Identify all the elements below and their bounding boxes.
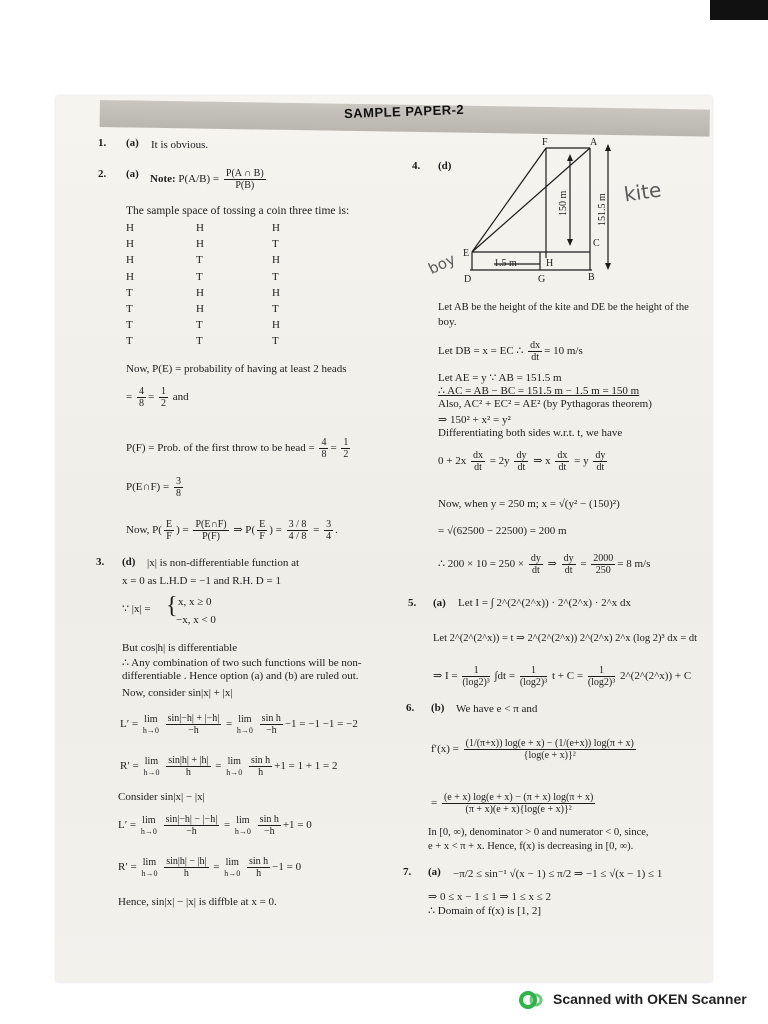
arrow-head-icon	[605, 144, 611, 151]
viewer-corner-shadow	[710, 0, 768, 20]
page-title: SAMPLE PAPER-2	[343, 101, 465, 122]
label-b: B	[588, 272, 595, 283]
handwritten-kite: kite	[622, 177, 663, 207]
q3-conclusion: Hence, sin|x| − |x| is diffble at x = 0.	[118, 896, 277, 908]
q5-line-1: Let I = ∫ 2^(2^(2^x)) · 2^(2^x) · 2^x dx	[458, 597, 632, 609]
answer-option: (a)	[126, 168, 139, 180]
sample-space-cell: T	[272, 303, 279, 315]
viewer-top-bar	[0, 0, 768, 16]
question-number: 7.	[403, 866, 412, 878]
r-prime-sum: R′ = lim h→0 $\frac{\sin|h| + |h|}{h}$ = lim h→0 $\frac{\text{sin h}}{h}$ +1 = 1 + 1 = 2	[120, 755, 338, 778]
label-f: F	[542, 137, 548, 148]
q4-line-6: Also, AC² + EC² = AE² (by Pythagoras theorem)	[438, 398, 652, 410]
q6-line-2: In [0, ∞), denominator > 0 and numerator < 0, since,	[428, 827, 649, 838]
sample-space-cell: H	[126, 238, 134, 251]
sample-space-cell: T	[196, 335, 203, 348]
label-151-5m: 151.5 m	[597, 193, 608, 226]
sample-space-cell: T	[196, 270, 203, 283]
q6-line-1: We have e < π and	[456, 703, 538, 715]
q4-differentiation: 0 + 2x $\frac{dx}{dt}$ = 2y $\frac{dy}{dt}$ ⇒ x $\frac{dx}{dt}$ = y $\frac{dy}{dt}$	[438, 450, 606, 473]
sample-space-cell: H	[196, 303, 204, 315]
q4-line-11: = √(62500 − 22500) = 200 m	[438, 525, 567, 537]
sample-space-cell: H	[196, 238, 204, 251]
sample-space-cell: H	[126, 270, 134, 283]
answer-option: (d)	[122, 556, 136, 568]
answer-option: (a)	[433, 597, 446, 609]
q4-line-8: Differentiating both sides w.r.t. t, we have	[438, 427, 623, 439]
kite-diagram	[420, 134, 680, 284]
label-1-5m: 1.5 m	[494, 258, 517, 269]
sample-space-cell: T	[272, 335, 279, 348]
q4-line-1: Let AB be the height of the kite and DE be the height of the	[438, 302, 689, 313]
arrow-head-icon	[605, 263, 611, 270]
sample-space-cell: T	[126, 319, 133, 332]
question-number: 6.	[406, 702, 415, 714]
q5-line-2: Let 2^(2^(2^x)) = t ⇒ 2^(2^(2^x)) 2^(2^x) 2^x (log 2)³ dx = dt	[433, 633, 698, 644]
question-number: 3.	[96, 556, 105, 568]
sample-space-cell: T	[196, 254, 203, 267]
q3-line-2: x = 0 as L.H.D = −1 and R.H. D = 1	[122, 575, 281, 587]
sample-space-cell: T	[196, 319, 203, 332]
arrow-head-icon	[567, 239, 573, 246]
q3-line-7: Consider sin|x| − |x|	[118, 791, 205, 803]
sample-space-cell: T	[126, 286, 133, 299]
answer-text: It is obvious.	[151, 139, 209, 151]
sample-space-cell: T	[272, 238, 279, 251]
q3-line-3: But cos|h| is differentiable	[122, 642, 238, 654]
q4-line-3: Let DB = x = EC ∴ $\frac{dx}{dt}$ = 10 m/s	[438, 340, 583, 363]
scanner-watermark: Scanned with OKEN Scanner	[553, 991, 747, 1007]
handwritten-boy: boy	[425, 250, 459, 278]
q3-line-5: differentiable . Hence option (a) and (b) are ruled out.	[122, 670, 359, 682]
q4-line-4: Let AE = y ∵ AB = 151.5 m	[438, 372, 562, 384]
q3-line-1: |x| is non-differentiable function at	[147, 557, 300, 569]
sample-space-cell: H	[196, 222, 204, 234]
abs-case-2: −x, x < 0	[176, 614, 216, 626]
l-prime-sum: L′ = lim h→0 $\frac{\sin|-h| + |-h|}{-h}$ = lim h→0 $\frac{\text{sin h}}{-h}$ −1 = −1 −1 = −2	[120, 713, 358, 736]
answer-option: (d)	[438, 160, 452, 172]
sample-space-intro: The sample space of tossing a coin three time is:	[126, 205, 350, 217]
answer-option: (a)	[428, 866, 441, 878]
note-label: Note:	[150, 173, 176, 186]
sample-space-cell: T	[126, 335, 133, 348]
abs-definition-lead: ∵ |x| =	[122, 603, 151, 615]
oken-scanner-logo-icon	[519, 990, 543, 1010]
question-number: 2.	[98, 168, 107, 180]
note-fraction: $\frac{P(A \cap B)}{P(B)}$	[225, 168, 264, 191]
question-number: 1.	[98, 137, 107, 149]
question-number: 5.	[408, 597, 417, 609]
pe-text: Now, P(E) = probability of having at least 2 heads	[126, 363, 347, 375]
sample-space-cell: H	[272, 319, 280, 332]
q4-line-10: Now, when y = 250 m; x = √(y² − (150)²)	[438, 498, 620, 510]
label-c: C	[593, 238, 600, 249]
q4-line-5: ∴ AC = AB − BC = 151.5 m − 1.5 m = 150 m	[438, 385, 640, 397]
answer-option: (b)	[431, 702, 445, 714]
conditional-probability: Now, P( $\frac{E}{F}$ ) = $\frac{P(E\cap F)}{P(F)}$ ⇒ P( $\frac{E}{F}$ ) = $\frac{3 / 8}{4 / 8}$ = $\frac{3}{4}$ .	[126, 519, 338, 542]
pef-equation: P(E∩F) = $\frac{3}{8}$	[126, 476, 181, 499]
line-e-a	[472, 148, 590, 252]
q3-line-6: Now, consider sin|x| + |x|	[122, 687, 233, 699]
sample-space-cell: H	[196, 286, 204, 299]
q4-final: ∴ 200 × 10 = 250 × $\frac{dy}{dt}$ ⇒ $\frac{dy}{dt}$ = $\frac{2000}{250}$ = 8 m/s	[438, 553, 651, 576]
l-prime-difference: L′ = lim h→0 $\frac{\sin|-h| - |-h|}{-h}$ = lim h→0 $\frac{\text{sin h}}{-h}$ +1 = 0	[118, 814, 312, 837]
line-e-f	[472, 148, 546, 252]
label-150m: 150 m	[558, 190, 569, 216]
sample-space-cell: T	[126, 303, 133, 315]
sample-space-cell: H	[126, 222, 134, 234]
label-g: G	[538, 274, 546, 284]
q4-line-7: ⇒ 150² + x² = y²	[438, 414, 511, 426]
left-brace: {	[166, 593, 178, 619]
q4-line-2: boy.	[438, 316, 457, 328]
q3-line-4: ∴ Any combination of two such functions will be non-	[122, 657, 362, 669]
sample-space-cell: H	[126, 254, 134, 267]
abs-case-1: x, x ≥ 0	[178, 596, 212, 608]
label-a: A	[590, 137, 598, 148]
question-number: 4.	[412, 160, 421, 172]
answer-option: (a)	[126, 137, 139, 149]
sample-space-cell: H	[272, 254, 280, 267]
label-d: D	[464, 274, 472, 284]
q5-integral: ⇒ I = $\frac{1}{\text{(log2)³}}$ ∫dt = $\frac{1}{\text{(log2)³}}$ t + C = $\frac{1}{\text{(log2)³}}$ 2^(2^(2^x)) + C	[433, 665, 692, 688]
sample-space-cell: T	[272, 270, 279, 283]
label-h: H	[546, 258, 554, 269]
q7-line-1: −π/2 ≤ sin⁻¹ √(x − 1) ≤ π/2 ⇒ −1 ≤ √(x − 1) ≤ 1	[453, 868, 663, 880]
note-lhs: P(A/B) =	[178, 173, 220, 186]
q6-line-3: e + x < π + x. Hence, f(x) is decreasing in [0, ∞).	[428, 841, 634, 852]
sample-space-cell: H	[272, 222, 280, 234]
pe-equation: = $\frac{4}{8}$ = $\frac{1}{2}$ and	[126, 386, 189, 409]
label-e: E	[463, 248, 470, 259]
q6-derivative: f′(x) = $\frac{(1/(\pi+x)) \log(e + x) - (1/(e+x)) \log(\pi + x)}{\text{\{log(e + x)\}²}}$	[431, 738, 634, 761]
q7-line-3: ∴ Domain of f(x) is [1, 2]	[428, 905, 542, 917]
arrow-head-icon	[567, 154, 573, 161]
q6-derivative-simplified: = $\frac{(e + x) \log(e + x) - (\pi + x) \log(\pi + x)}{\text{(π + x)(e + x)\{log(e + x)\}²}}$	[431, 792, 594, 815]
pf-equation: P(F) = Prob. of the first throw to be head = $\frac{4}{8}$ = $\frac{1}{2}$	[126, 437, 349, 460]
q7-line-2: ⇒ 0 ≤ x − 1 ≤ 1 ⇒ 1 ≤ x ≤ 2	[428, 891, 552, 903]
r-prime-difference: R′ = lim h→0 $\frac{\sin|h| - |h|}{h}$ = lim h→0 $\frac{\text{sin h}}{h}$ −1 = 0	[118, 856, 302, 879]
sample-space-cell: H	[272, 286, 280, 299]
